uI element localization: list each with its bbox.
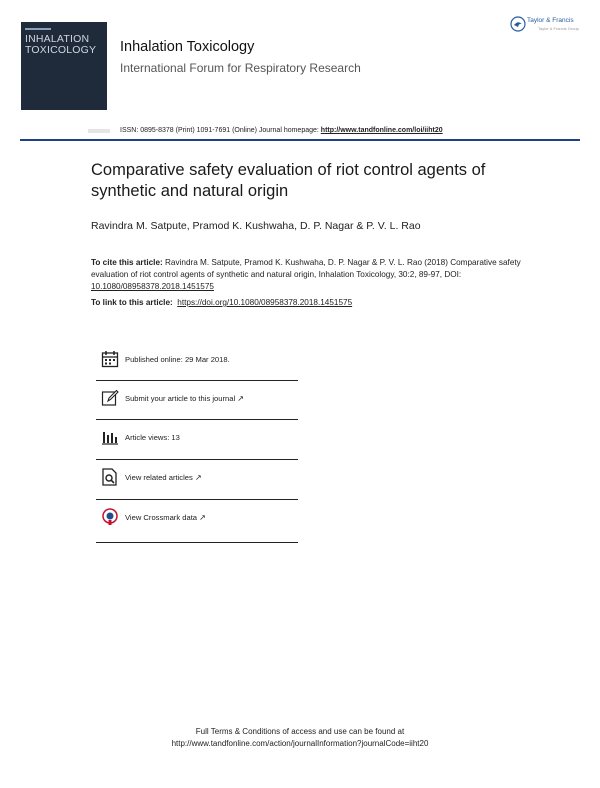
citation-text: Ravindra M. Satpute, Pramod K. Kushwaha, D. P. Nagar & P. V. L. Rao (2018) Comparative safety evaluation of riot control agents of synthetic and natural origin, Inhalation Toxicology, 30:2, 89-97, DOI: xyxy=(91,258,521,279)
submit-article-link[interactable] xyxy=(125,394,244,403)
issn-strip xyxy=(88,129,110,133)
journal-subtitle: International Forum for Respiratory Research xyxy=(120,61,361,75)
footer-terms-link[interactable]: http://www.tandfonline.com/action/journalInformation?journalCode=iiht20 xyxy=(171,739,429,748)
publisher-subname: Taylor & Francis Group xyxy=(538,26,579,31)
publisher-name: Taylor & Francis xyxy=(527,17,574,24)
header-rule xyxy=(20,139,580,141)
article-link-line xyxy=(91,298,352,307)
article-views: Article views: 13 xyxy=(125,433,180,442)
published-row xyxy=(96,342,298,378)
related-articles-link[interactable] xyxy=(125,473,202,482)
calendar-icon xyxy=(101,350,119,368)
related-articles-label: View related articles xyxy=(125,473,193,482)
crossmark-icon xyxy=(101,508,119,526)
issn-line xyxy=(120,127,443,134)
external-link-icon: ↗ xyxy=(199,513,206,522)
views-row xyxy=(96,420,298,456)
cover-accent-bar xyxy=(25,28,51,30)
footer-terms: Full Terms & Conditions of access and use can be found at xyxy=(195,727,405,736)
journal-cover xyxy=(21,22,107,110)
submit-article-label: Submit your article to this journal xyxy=(125,394,236,403)
citation-label: To cite this article: xyxy=(91,258,163,267)
article-title: Comparative safety evaluation of riot control agents of synthetic and natural origin xyxy=(91,161,486,200)
published-date: Published online: 29 Mar 2018. xyxy=(125,355,230,364)
submit-row[interactable] xyxy=(96,381,298,417)
article-link-label: To link to this article: xyxy=(91,298,173,307)
article-doi-link[interactable]: https://doi.org/10.1080/08958378.2018.1451575 xyxy=(177,298,353,307)
journal-homepage-link[interactable]: http://www.tandfonline.com/loi/iiht20 xyxy=(320,127,443,134)
cover-title-line2: TOXICOLOGY xyxy=(25,44,97,56)
crossmark-label: View Crossmark data xyxy=(125,513,198,522)
crossmark-link[interactable] xyxy=(125,513,206,522)
issn-text: ISSN: 0895-8378 (Print) 1091-7691 (Online) Journal homepage: xyxy=(120,127,321,134)
journal-title[interactable]: Inhalation Toxicology xyxy=(120,39,255,55)
external-link-icon: ↗ xyxy=(237,394,244,403)
cover-title-line1: INHALATION xyxy=(25,33,90,45)
publisher-logo-icon xyxy=(510,16,526,32)
crossmark-row[interactable] xyxy=(96,500,298,536)
cover-title xyxy=(25,34,96,56)
article-authors: Ravindra M. Satpute, Pramod K. Kushwaha, D. P. Nagar & P. V. L. Rao xyxy=(91,220,421,232)
citation xyxy=(91,257,531,293)
citation-doi-link[interactable]: 10.1080/08958378.2018.1451575 xyxy=(91,282,214,291)
related-row[interactable] xyxy=(96,460,298,496)
divider xyxy=(96,542,298,543)
document-search-icon xyxy=(101,468,119,486)
bar-chart-icon xyxy=(101,428,119,446)
external-link-icon: ↗ xyxy=(194,473,202,482)
edit-icon xyxy=(101,389,119,407)
